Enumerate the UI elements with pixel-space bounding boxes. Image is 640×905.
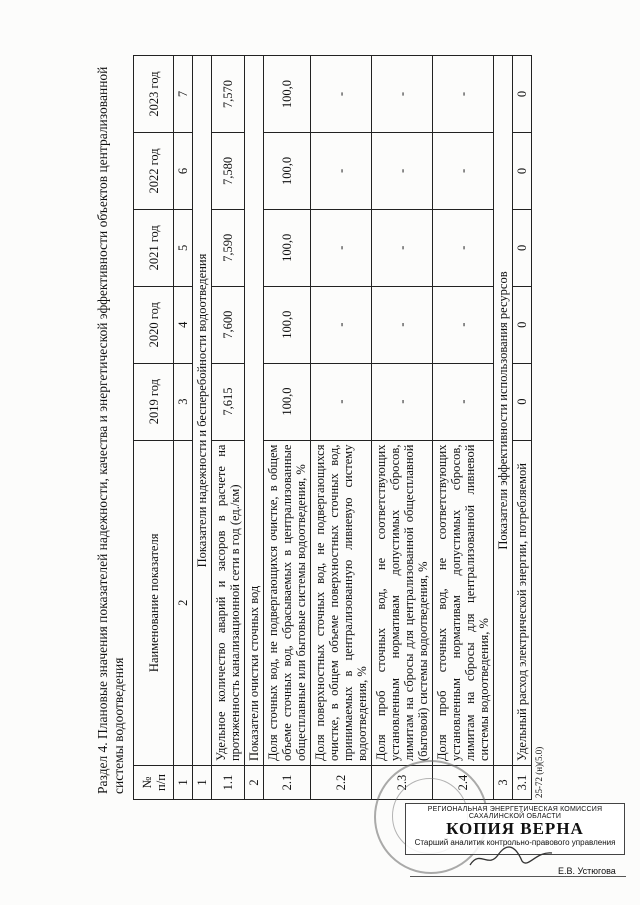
header-no: № п/п: [134, 766, 174, 800]
col-number: 7: [174, 56, 193, 133]
cell-value: -: [372, 56, 433, 133]
row-no: 2.4: [433, 766, 494, 800]
table-row: [372, 56, 433, 800]
col-number: 1: [174, 766, 193, 800]
header-year: 2020 год: [134, 286, 174, 363]
row-name: Доля проб сточных вод, не соответствующих установленным нормативам допустимых сбросов, лимитам на сбросы для централизованной ливневой системы водоотведения, %: [433, 440, 494, 765]
header-year: 2021 год: [134, 209, 174, 286]
section-heading: Раздел 4. Плановые значения показателей надежности, качества и энергетической эффективности объектов централизованной системы водоотведения: [95, 66, 126, 794]
row-name: Доля проб сточных вод, не соответствующих установленным нормативам допустимых сбросов, лимитам на сбросы для централизованной общесплавной (бытовой) системы водоотведения, %: [372, 440, 433, 765]
section-row: [494, 56, 513, 800]
cell-value: 100,0: [264, 209, 311, 286]
section-no: 1: [193, 766, 212, 800]
cell-value: 7,590: [212, 209, 245, 286]
row-name: Доля поверхностных сточных вод, не подвергающихся очистке, в общем объеме поверхностных сточных вод, принимаемых в централизованную ливневую систему водоотведения, %: [311, 440, 372, 765]
col-number: 3: [174, 363, 193, 440]
cell-value: 7,615: [212, 363, 245, 440]
col-number: 5: [174, 209, 193, 286]
col-number: 4: [174, 286, 193, 363]
section-row: [245, 56, 264, 800]
section-row: [193, 56, 212, 800]
section-title: Показатели эффективности использования ресурсов: [494, 56, 513, 766]
cell-value: 100,0: [264, 363, 311, 440]
row-no: 2.3: [372, 766, 433, 800]
cell-value: 0: [513, 286, 532, 363]
section-title: Показатели очистки сточных вод: [245, 56, 264, 766]
stamp-position: Старший аналитик контрольно-правового управления: [414, 838, 616, 847]
header-year: 2023 год: [134, 56, 174, 133]
cell-value: 0: [513, 132, 532, 209]
cell-value: -: [433, 286, 494, 363]
indicators-table: [133, 55, 532, 800]
row-no: 2.2: [311, 766, 372, 800]
cell-value: 100,0: [264, 286, 311, 363]
cell-value: -: [372, 286, 433, 363]
cell-value: -: [311, 286, 372, 363]
col-number: 6: [174, 132, 193, 209]
stamp-org: РЕГИОНАЛЬНАЯ ЭНЕРГЕТИЧЕСКАЯ КОМИССИЯ САХАЛИНСКОЙ ОБЛАСТИ: [427, 806, 603, 820]
cell-value: 0: [513, 56, 532, 133]
cell-value: 7,580: [212, 132, 245, 209]
row-name: Удельное количество аварий и засоров в расчете на протяженность канализационной сети в год (ед./км): [212, 440, 245, 765]
cell-value: -: [311, 209, 372, 286]
cell-value: -: [311, 363, 372, 440]
section-no: 2: [245, 766, 264, 800]
cell-value: 7,570: [212, 56, 245, 133]
cell-value: -: [433, 209, 494, 286]
cell-value: 0: [513, 363, 532, 440]
table-row: [433, 56, 494, 800]
cell-value: -: [372, 132, 433, 209]
col-number: 2: [174, 440, 193, 765]
table-row: [212, 56, 245, 800]
signer-name: Е.В. Устюгова: [558, 866, 616, 876]
table-row: [513, 56, 532, 800]
cell-value: -: [433, 56, 494, 133]
cell-value: -: [433, 132, 494, 209]
header-name: Наименование показателя: [134, 440, 174, 765]
cell-value: 100,0: [264, 132, 311, 209]
table-row: [311, 56, 372, 800]
cell-value: -: [311, 56, 372, 133]
column-number-row: [174, 56, 193, 800]
table-header-row: [134, 56, 174, 800]
table-row: [264, 56, 311, 800]
cell-value: 7,600: [212, 286, 245, 363]
row-name: Доля сточных вод, не подвергающихся очистке, в общем объеме сточных вод, сбрасываемых в централизованные общесплавные или бытовые системы водоотведения, %: [264, 440, 311, 765]
cell-value: 0: [513, 209, 532, 286]
row-no: 2.1: [264, 766, 311, 800]
section-title: Показатели надежности и бесперебойности водоотведения: [193, 56, 212, 766]
handwritten-signature: [466, 843, 556, 873]
cell-value: -: [372, 209, 433, 286]
row-no: 1.1: [212, 766, 245, 800]
row-name: Удельный расход электрической энергии, потребляемой: [513, 440, 532, 765]
footnote-code: 25-72 (н)(5.0): [534, 746, 544, 798]
header-year: 2022 год: [134, 132, 174, 209]
cell-value: 100,0: [264, 56, 311, 133]
row-no: 3.1: [513, 766, 532, 800]
stamp-title: КОПИЯ ВЕРНА: [446, 819, 584, 838]
cell-value: -: [433, 363, 494, 440]
cell-value: -: [311, 132, 372, 209]
rotated-content: [95, 55, 565, 800]
header-year: 2019 год: [134, 363, 174, 440]
signature-line: [410, 876, 626, 877]
section-no: 3: [494, 766, 513, 800]
cell-value: -: [372, 363, 433, 440]
